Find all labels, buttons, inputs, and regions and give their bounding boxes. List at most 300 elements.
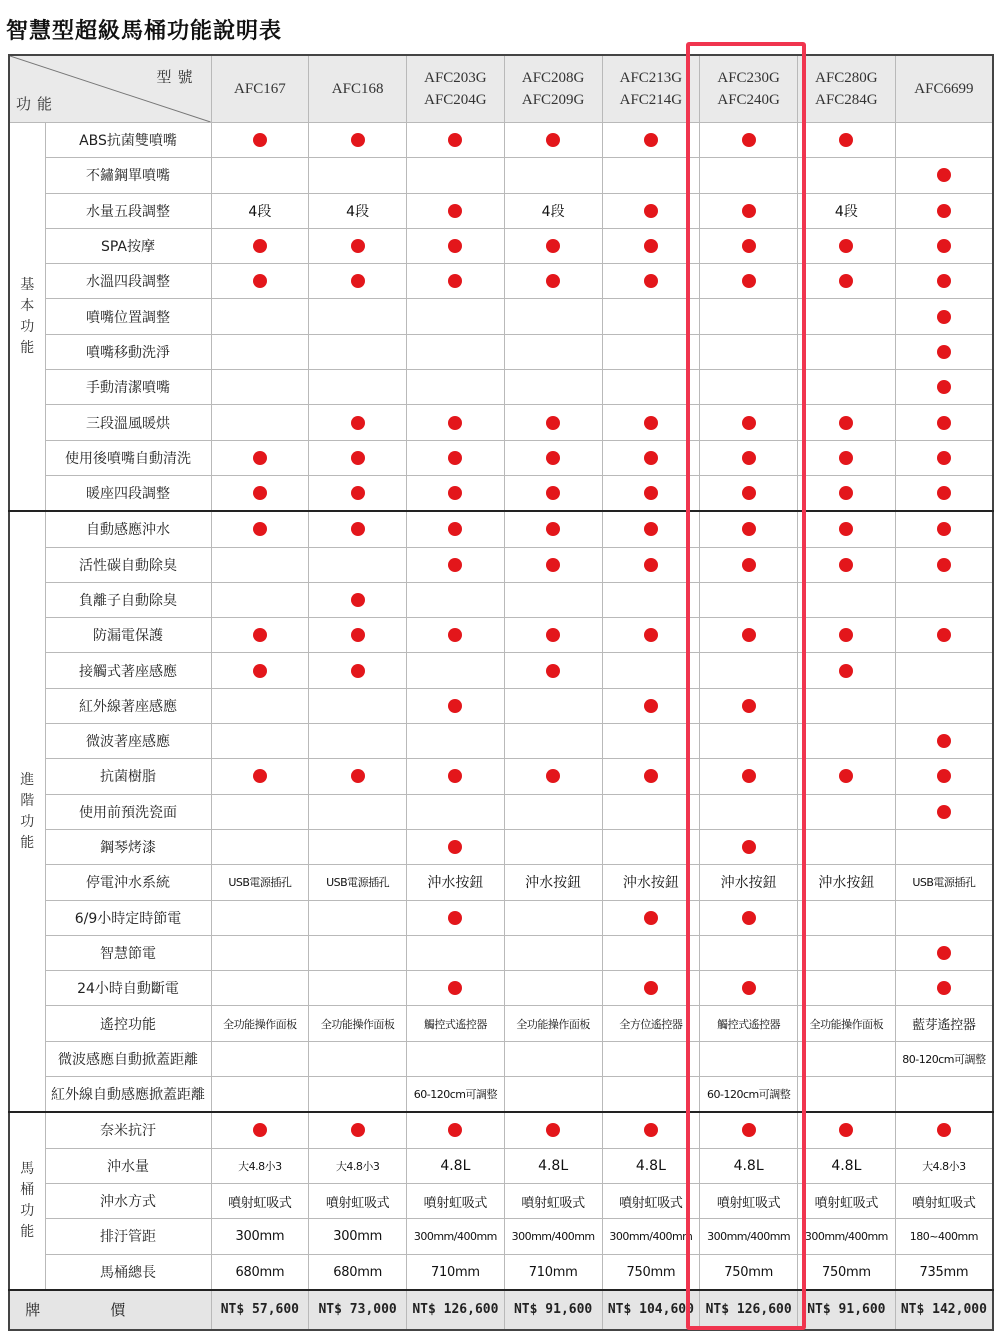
header-row: [9, 55, 993, 123]
feature-cell: [798, 1183, 896, 1218]
price-value: NT$ 91,600: [504, 1290, 602, 1330]
empty-cell: [407, 1041, 505, 1076]
empty-cell: [309, 971, 407, 1006]
supported-dot-icon: [546, 628, 560, 642]
table-row: [9, 829, 993, 864]
feature-cell: [309, 1006, 407, 1041]
supported-dot-icon: [253, 522, 267, 536]
supported-dot-icon: [644, 981, 658, 995]
empty-cell: [309, 794, 407, 829]
feature-value: 大4.8小3: [922, 1159, 966, 1173]
feature-label: 三段溫風暖烘: [45, 405, 211, 440]
empty-cell: [504, 1041, 602, 1076]
category-char: 能: [20, 339, 35, 356]
empty-cell: [504, 935, 602, 970]
feature-cell: [211, 193, 309, 228]
supported-dot-icon: [253, 133, 267, 147]
feature-label: 不鏽鋼單噴嘴: [45, 158, 211, 193]
page-title: 智慧型超級馬桶功能說明表: [6, 19, 283, 44]
feature-cell: [407, 511, 505, 547]
feature-cell: [309, 618, 407, 653]
empty-cell: [798, 1077, 896, 1113]
feature-value: 噴射虹吸式: [423, 1195, 488, 1211]
feature-cell: [798, 547, 896, 582]
supported-dot-icon: [448, 522, 462, 536]
supported-dot-icon: [448, 628, 462, 642]
empty-cell: [504, 334, 602, 369]
feature-cell: [602, 511, 700, 547]
feature-cell: [700, 829, 798, 864]
empty-cell: [895, 900, 993, 935]
feature-cell: [504, 1112, 602, 1148]
feature-value: 沖水按鈕: [525, 875, 582, 892]
empty-cell: [798, 299, 896, 334]
supported-dot-icon: [253, 274, 267, 288]
feature-cell: [504, 475, 602, 511]
category-char: 本: [20, 297, 35, 314]
feature-value: 4段: [248, 203, 272, 220]
table-row: [9, 511, 993, 547]
empty-cell: [211, 299, 309, 334]
supported-dot-icon: [448, 486, 462, 500]
feature-value: 4段: [541, 203, 565, 220]
empty-cell: [407, 935, 505, 970]
supported-dot-icon: [742, 451, 756, 465]
supported-dot-icon: [448, 451, 462, 465]
category-char: 桶: [20, 1182, 35, 1199]
empty-cell: [798, 794, 896, 829]
supported-dot-icon: [937, 486, 951, 500]
model-name: AFC203G: [424, 70, 487, 86]
empty-cell: [211, 724, 309, 759]
table-row: [9, 1077, 993, 1113]
supported-dot-icon: [742, 416, 756, 430]
feature-label: 抗菌樹脂: [45, 759, 211, 794]
feature-cell: [407, 1254, 505, 1290]
empty-cell: [798, 370, 896, 405]
supported-dot-icon: [448, 911, 462, 925]
supported-dot-icon: [644, 628, 658, 642]
feature-cell: [895, 724, 993, 759]
feature-cell: [211, 1254, 309, 1290]
empty-cell: [407, 582, 505, 617]
supported-dot-icon: [644, 911, 658, 925]
feature-cell: [895, 759, 993, 794]
feature-cell: [407, 123, 505, 158]
table-row: [9, 123, 993, 158]
empty-cell: [211, 829, 309, 864]
empty-cell: [602, 334, 700, 369]
table-row: [9, 971, 993, 1006]
supported-dot-icon: [742, 133, 756, 147]
category-label: [9, 1112, 45, 1289]
empty-cell: [798, 582, 896, 617]
feature-cell: [602, 618, 700, 653]
supported-dot-icon: [644, 451, 658, 465]
feature-cell: [309, 1148, 407, 1183]
feature-cell: [309, 475, 407, 511]
feature-cell: [798, 1219, 896, 1254]
feature-value: 680mm: [235, 1264, 285, 1280]
feature-cell: [211, 123, 309, 158]
supported-dot-icon: [253, 239, 267, 253]
empty-cell: [211, 1077, 309, 1113]
empty-cell: [798, 829, 896, 864]
feature-value: 750mm: [822, 1264, 871, 1280]
supported-dot-icon: [937, 558, 951, 572]
feature-cell: [602, 405, 700, 440]
feature-cell: [798, 228, 896, 263]
table-row: [9, 1219, 993, 1254]
feature-cell: [895, 299, 993, 334]
table-row: [9, 1041, 993, 1076]
table-row: [9, 1254, 993, 1290]
feature-label: 手動清潔噴嘴: [45, 370, 211, 405]
feature-cell: [211, 1148, 309, 1183]
feature-value: 噴射虹吸式: [912, 1195, 976, 1211]
feature-cell: [309, 865, 407, 900]
feature-cell: [798, 618, 896, 653]
feature-cell: [798, 264, 896, 299]
feature-cell: [895, 158, 993, 193]
feature-cell: [700, 193, 798, 228]
supported-dot-icon: [937, 1123, 951, 1137]
feature-value: 735mm: [919, 1264, 969, 1280]
feature-cell: [895, 547, 993, 582]
supported-dot-icon: [448, 239, 462, 253]
supported-dot-icon: [448, 769, 462, 783]
feature-cell: [309, 405, 407, 440]
empty-cell: [798, 971, 896, 1006]
feature-cell: [407, 475, 505, 511]
feature-value: 680mm: [333, 1264, 382, 1280]
empty-cell: [798, 688, 896, 723]
feature-cell: [309, 511, 407, 547]
supported-dot-icon: [937, 946, 951, 960]
feature-cell: [700, 1006, 798, 1041]
feature-label: 使用後噴嘴自動清洗: [45, 440, 211, 475]
feature-cell: [895, 618, 993, 653]
feature-cell: [407, 193, 505, 228]
feature-cell: [309, 759, 407, 794]
empty-cell: [798, 935, 896, 970]
supported-dot-icon: [839, 239, 853, 253]
table-row: [9, 688, 993, 723]
supported-dot-icon: [742, 239, 756, 253]
feature-value: 噴射虹吸式: [619, 1195, 683, 1211]
empty-cell: [895, 582, 993, 617]
feature-value: 噴射虹吸式: [716, 1195, 781, 1211]
feature-label: 沖水方式: [45, 1183, 211, 1218]
feature-value: 750mm: [626, 1264, 676, 1280]
table-row: [9, 1006, 993, 1041]
feature-cell: [700, 228, 798, 263]
model-name: AFC6699: [914, 81, 974, 97]
feature-value: 4.8L: [733, 1157, 764, 1174]
model-name: AFC168: [331, 81, 384, 97]
supported-dot-icon: [351, 769, 365, 783]
feature-cell: [407, 829, 505, 864]
feature-cell: [407, 618, 505, 653]
feature-value: 噴射虹吸式: [228, 1195, 292, 1211]
table-row: [9, 1112, 993, 1148]
category-char: 基: [20, 276, 35, 293]
model-name: AFC209G: [521, 92, 585, 108]
empty-cell: [309, 547, 407, 582]
supported-dot-icon: [839, 416, 853, 430]
feature-label: 使用前預洗瓷面: [45, 794, 211, 829]
feature-cell: [895, 1112, 993, 1148]
supported-dot-icon: [351, 451, 365, 465]
supported-dot-icon: [253, 1123, 267, 1137]
feature-value: 4.8L: [538, 1157, 569, 1174]
table-row: [9, 475, 993, 511]
feature-label: 智慧節電: [45, 935, 211, 970]
feature-cell: [309, 440, 407, 475]
supported-dot-icon: [937, 168, 951, 182]
feature-cell: [798, 1254, 896, 1290]
model-name: AFC213G: [619, 70, 683, 86]
feature-cell: [309, 653, 407, 688]
feature-cell: [211, 264, 309, 299]
supported-dot-icon: [546, 522, 560, 536]
supported-dot-icon: [546, 133, 560, 147]
feature-value: 80-120cm可調整: [902, 1052, 986, 1066]
empty-cell: [309, 688, 407, 723]
empty-cell: [309, 900, 407, 935]
feature-value: 300mm/400mm: [609, 1230, 693, 1244]
model-label: 型號: [156, 70, 199, 86]
table-row: [9, 900, 993, 935]
feature-cell: [211, 759, 309, 794]
feature-cell: [407, 900, 505, 935]
supported-dot-icon: [937, 416, 951, 430]
table-row: [9, 935, 993, 970]
feature-cell: [407, 1183, 505, 1218]
feature-cell: [407, 1077, 505, 1113]
empty-cell: [309, 334, 407, 369]
feature-label: 微波著座感應: [45, 724, 211, 759]
table-row: [9, 582, 993, 617]
feature-label: 噴嘴移動洗淨: [45, 334, 211, 369]
feature-cell: [309, 582, 407, 617]
category-label: [9, 123, 45, 512]
empty-cell: [211, 688, 309, 723]
model-header: [798, 55, 896, 123]
supported-dot-icon: [839, 664, 853, 678]
feature-label: 奈米抗汙: [45, 1112, 211, 1148]
supported-dot-icon: [839, 451, 853, 465]
table-row: [9, 158, 993, 193]
feature-cell: [211, 228, 309, 263]
feature-cell: [309, 123, 407, 158]
supported-dot-icon: [253, 628, 267, 642]
feature-value: 大4.8小3: [238, 1159, 282, 1173]
empty-cell: [407, 724, 505, 759]
feature-value: 300mm: [333, 1229, 382, 1245]
supported-dot-icon: [351, 133, 365, 147]
price-value: NT$ 104,600: [602, 1290, 700, 1330]
supported-dot-icon: [839, 274, 853, 288]
feature-value: 觸控式遙控器: [423, 1017, 487, 1031]
feature-cell: [407, 1148, 505, 1183]
feature-cell: [504, 618, 602, 653]
feature-value: 噴射虹吸式: [814, 1195, 879, 1211]
supported-dot-icon: [546, 558, 560, 572]
feature-cell: [700, 123, 798, 158]
feature-cell: [895, 1041, 993, 1076]
supported-dot-icon: [644, 133, 658, 147]
table-row: [9, 759, 993, 794]
price-value: NT$ 73,000: [309, 1290, 407, 1330]
feature-value: 4段: [834, 203, 858, 220]
table-row: [9, 1148, 993, 1183]
supported-dot-icon: [839, 522, 853, 536]
empty-cell: [211, 900, 309, 935]
feature-value: 全功能操作面板: [223, 1017, 297, 1031]
price-label: 牌價: [9, 1290, 211, 1330]
feature-cell: [700, 264, 798, 299]
feature-cell: [700, 1183, 798, 1218]
feature-cell: [798, 865, 896, 900]
feature-label: 噴嘴位置調整: [45, 299, 211, 334]
supported-dot-icon: [351, 664, 365, 678]
category-char: 進: [20, 771, 35, 788]
feature-cell: [211, 511, 309, 547]
empty-cell: [504, 582, 602, 617]
empty-cell: [700, 653, 798, 688]
table-row: [9, 1183, 993, 1218]
feature-cell: [211, 1112, 309, 1148]
feature-cell: [211, 475, 309, 511]
feature-cell: [895, 370, 993, 405]
feature-cell: [700, 405, 798, 440]
feature-cell: [504, 1254, 602, 1290]
price-row: [9, 1290, 993, 1330]
empty-cell: [602, 582, 700, 617]
feature-cell: [700, 547, 798, 582]
feature-cell: [504, 1006, 602, 1041]
feature-label: 6/9小時定時節電: [45, 900, 211, 935]
empty-cell: [309, 1041, 407, 1076]
table-row: [9, 440, 993, 475]
table-row: [9, 618, 993, 653]
feature-cell: [700, 759, 798, 794]
empty-cell: [211, 405, 309, 440]
model-header: [700, 55, 798, 123]
empty-cell: [504, 900, 602, 935]
feature-cell: [895, 794, 993, 829]
feature-cell: [700, 618, 798, 653]
empty-cell: [504, 370, 602, 405]
feature-cell: [309, 1183, 407, 1218]
category-char: 功: [20, 813, 35, 830]
feature-cell: [602, 440, 700, 475]
function-label: 功能: [16, 97, 59, 113]
category-char: 功: [20, 1203, 35, 1220]
feature-cell: [407, 1219, 505, 1254]
feature-value: 沖水按鈕: [818, 875, 875, 892]
feature-value: USB電源插孔: [912, 876, 976, 890]
empty-cell: [895, 688, 993, 723]
feature-label: 遙控功能: [45, 1006, 211, 1041]
feature-cell: [504, 228, 602, 263]
supported-dot-icon: [351, 239, 365, 253]
feature-cell: [504, 759, 602, 794]
empty-cell: [798, 900, 896, 935]
supported-dot-icon: [742, 522, 756, 536]
empty-cell: [602, 724, 700, 759]
price-value: NT$ 57,600: [211, 1290, 309, 1330]
feature-cell: [798, 475, 896, 511]
table-row: [9, 794, 993, 829]
model-name: AFC230G: [717, 70, 780, 86]
feature-value: 藍芽遙控器: [912, 1018, 976, 1034]
feature-cell: [309, 1254, 407, 1290]
feature-cell: [895, 1219, 993, 1254]
model-name: AFC208G: [521, 70, 585, 86]
feature-value: 710mm: [431, 1264, 480, 1280]
supported-dot-icon: [253, 664, 267, 678]
feature-cell: [504, 865, 602, 900]
feature-cell: [407, 759, 505, 794]
feature-cell: [798, 1112, 896, 1148]
supported-dot-icon: [937, 628, 951, 642]
supported-dot-icon: [546, 451, 560, 465]
empty-cell: [504, 688, 602, 723]
empty-cell: [504, 794, 602, 829]
feature-cell: [504, 123, 602, 158]
supported-dot-icon: [253, 451, 267, 465]
feature-label: 沖水量: [45, 1148, 211, 1183]
empty-cell: [700, 370, 798, 405]
feature-value: 全功能操作面板: [516, 1017, 590, 1031]
empty-cell: [602, 829, 700, 864]
supported-dot-icon: [742, 204, 756, 218]
supported-dot-icon: [644, 486, 658, 500]
feature-cell: [895, 1006, 993, 1041]
feature-cell: [407, 547, 505, 582]
feature-cell: [798, 759, 896, 794]
feature-value: 沖水按鈕: [622, 875, 679, 892]
feature-cell: [895, 193, 993, 228]
feature-cell: [895, 475, 993, 511]
feature-cell: [504, 1219, 602, 1254]
supported-dot-icon: [448, 274, 462, 288]
supported-dot-icon: [937, 310, 951, 324]
empty-cell: [602, 1041, 700, 1076]
model-name: AFC284G: [815, 92, 878, 108]
empty-cell: [504, 158, 602, 193]
feature-value: 大4.8小3: [335, 1159, 380, 1173]
feature-cell: [700, 900, 798, 935]
feature-cell: [895, 334, 993, 369]
feature-cell: [602, 193, 700, 228]
feature-cell: [798, 653, 896, 688]
supported-dot-icon: [644, 522, 658, 536]
supported-dot-icon: [448, 1123, 462, 1137]
feature-value: 4.8L: [440, 1157, 471, 1174]
supported-dot-icon: [546, 769, 560, 783]
supported-dot-icon: [937, 981, 951, 995]
feature-label: 紅外線著座感應: [45, 688, 211, 723]
feature-cell: [602, 759, 700, 794]
supported-dot-icon: [546, 1123, 560, 1137]
model-name: AFC214G: [619, 92, 683, 108]
empty-cell: [504, 299, 602, 334]
supported-dot-icon: [742, 911, 756, 925]
model-name: AFC204G: [424, 92, 487, 108]
